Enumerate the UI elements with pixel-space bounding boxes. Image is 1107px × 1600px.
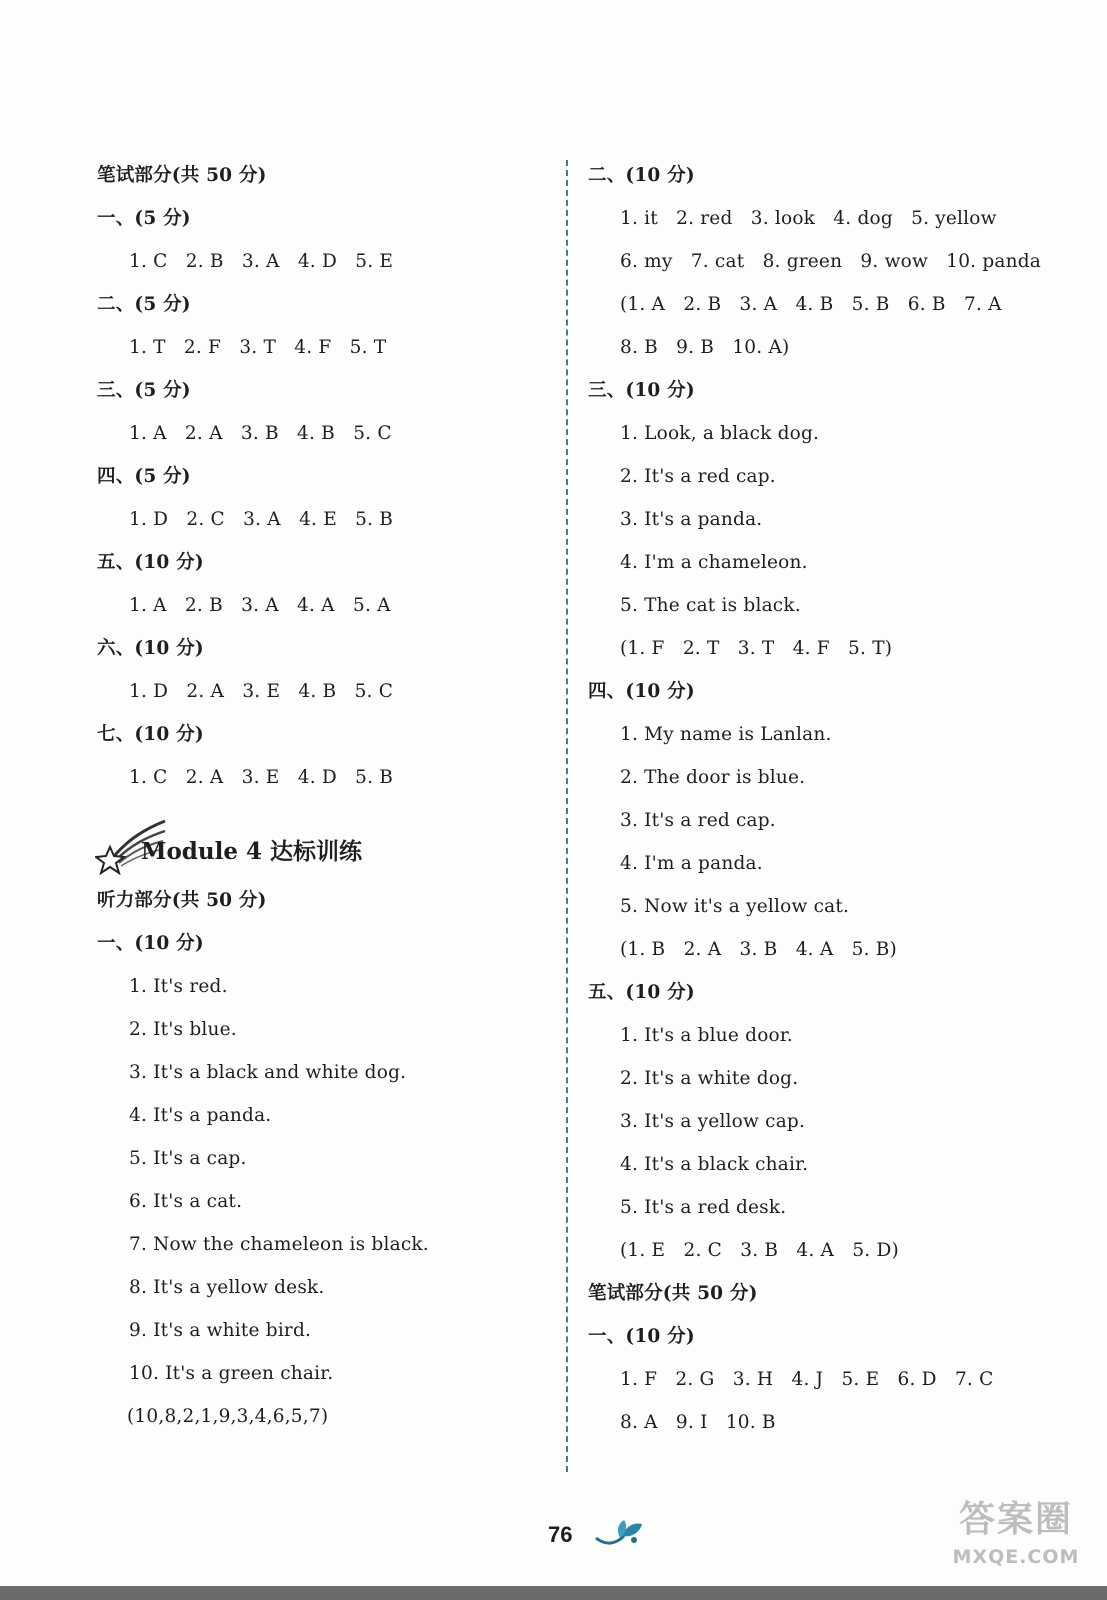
listening-section-heading: 听力部分(共 50 分) bbox=[97, 890, 267, 911]
answer-line: 10. It's a green chair. bbox=[129, 1363, 334, 1384]
module-title: Module 4 达标训练 bbox=[141, 838, 362, 865]
answer-line: 1. D 2. C 3. A 4. E 5. B bbox=[129, 509, 394, 530]
answer-line: 1. It's red. bbox=[129, 976, 228, 997]
answer-line: 4. I'm a panda. bbox=[620, 853, 763, 874]
answer-line: 3. It's a black and white dog. bbox=[129, 1062, 407, 1083]
watermark-logo-text: 答案圈 bbox=[958, 1499, 1073, 1540]
answer-line: 1. Look, a black dog. bbox=[620, 423, 820, 444]
answer-line: 1. C 2. B 3. A 4. D 5. E bbox=[129, 251, 394, 272]
answer-line: 5. The cat is black. bbox=[620, 595, 801, 616]
answer-line: 2. It's a red cap. bbox=[620, 466, 776, 487]
answer-line: 5. It's a red desk. bbox=[620, 1197, 787, 1218]
question-label: 五、(10 分) bbox=[97, 552, 204, 573]
answer-line: 9. It's a white bird. bbox=[129, 1320, 312, 1341]
question-label: 五、(10 分) bbox=[588, 982, 695, 1003]
answer-line: 1. C 2. A 3. E 4. D 5. B bbox=[129, 767, 394, 788]
column-divider bbox=[566, 160, 568, 1472]
question-label: 二、(10 分) bbox=[588, 165, 695, 186]
question-label: 三、(10 分) bbox=[588, 380, 695, 401]
answer-line: (1. F 2. T 3. T 4. F 5. T) bbox=[620, 638, 893, 659]
answer-line: 4. It's a panda. bbox=[129, 1105, 272, 1126]
answer-line: 1. T 2. F 3. T 4. F 5. T bbox=[129, 337, 387, 358]
right-column bbox=[588, 154, 1058, 1444]
answer-order-line: (10,8,2,1,9,3,4,6,5,7) bbox=[127, 1406, 329, 1427]
answer-line: 1. F 2. G 3. H 4. J 5. E 6. D 7. C bbox=[620, 1369, 994, 1390]
question-label: 一、(10 分) bbox=[588, 1326, 695, 1347]
question-label: 六、(10 分) bbox=[97, 638, 204, 659]
answer-line: 6. my 7. cat 8. green 9. wow 10. panda bbox=[620, 251, 1041, 272]
answer-line: 1. A 2. B 3. A 4. A 5. A bbox=[129, 595, 391, 616]
question-label: 七、(10 分) bbox=[97, 724, 204, 745]
question-label: 二、(5 分) bbox=[97, 294, 191, 315]
answer-line: 7. Now the chameleon is black. bbox=[129, 1234, 429, 1255]
answer-line: (1. A 2. B 3. A 4. B 5. B 6. B 7. A bbox=[620, 294, 1002, 315]
page-number: 76 bbox=[548, 1522, 573, 1547]
module-header bbox=[97, 799, 537, 879]
question-label: 四、(5 分) bbox=[97, 466, 191, 487]
answer-line: 2. The door is blue. bbox=[620, 767, 806, 788]
answer-line: 1. D 2. A 3. E 4. B 5. C bbox=[129, 681, 394, 702]
answer-line: 5. Now it's a yellow cat. bbox=[620, 896, 850, 917]
written-section-heading: 笔试部分(共 50 分) bbox=[588, 1283, 758, 1304]
answer-line: 2. It's blue. bbox=[129, 1019, 237, 1040]
answer-line: (1. B 2. A 3. B 4. A 5. B) bbox=[620, 939, 897, 960]
question-label: 一、(10 分) bbox=[97, 933, 204, 954]
answer-line: 8. A 9. I 10. B bbox=[620, 1412, 776, 1433]
answer-line: 5. It's a cap. bbox=[129, 1148, 247, 1169]
watermark-url: MXQE.COM bbox=[952, 1546, 1080, 1568]
answer-line: 1. A 2. A 3. B 4. B 5. C bbox=[129, 423, 392, 444]
leaf-ornament-icon bbox=[594, 1520, 646, 1550]
answer-line: 6. It's a cat. bbox=[129, 1191, 243, 1212]
answer-line: 1. It's a blue door. bbox=[620, 1025, 793, 1046]
watermark bbox=[936, 1496, 1096, 1586]
answer-line: 8. B 9. B 10. A) bbox=[620, 337, 790, 358]
question-label: 四、(10 分) bbox=[588, 681, 695, 702]
answer-line: (1. E 2. C 3. B 4. A 5. D) bbox=[620, 1240, 899, 1261]
answer-line: 1. it 2. red 3. look 4. dog 5. yellow bbox=[620, 208, 997, 229]
answer-line: 2. It's a white dog. bbox=[620, 1068, 799, 1089]
question-label: 一、(5 分) bbox=[97, 208, 191, 229]
answer-line: 1. My name is Lanlan. bbox=[620, 724, 832, 745]
answer-line: 3. It's a panda. bbox=[620, 509, 763, 530]
answer-line: 3. It's a red cap. bbox=[620, 810, 776, 831]
answer-line: 4. It's a black chair. bbox=[620, 1154, 809, 1175]
left-column bbox=[97, 154, 537, 1438]
bottom-scan-band bbox=[0, 1586, 1107, 1600]
answer-line: 3. It's a yellow cap. bbox=[620, 1111, 806, 1132]
answer-line: 4. I'm a chameleon. bbox=[620, 552, 808, 573]
written-section-heading: 笔试部分(共 50 分) bbox=[97, 165, 267, 186]
answer-line: 8. It's a yellow desk. bbox=[129, 1277, 325, 1298]
question-label: 三、(5 分) bbox=[97, 380, 191, 401]
